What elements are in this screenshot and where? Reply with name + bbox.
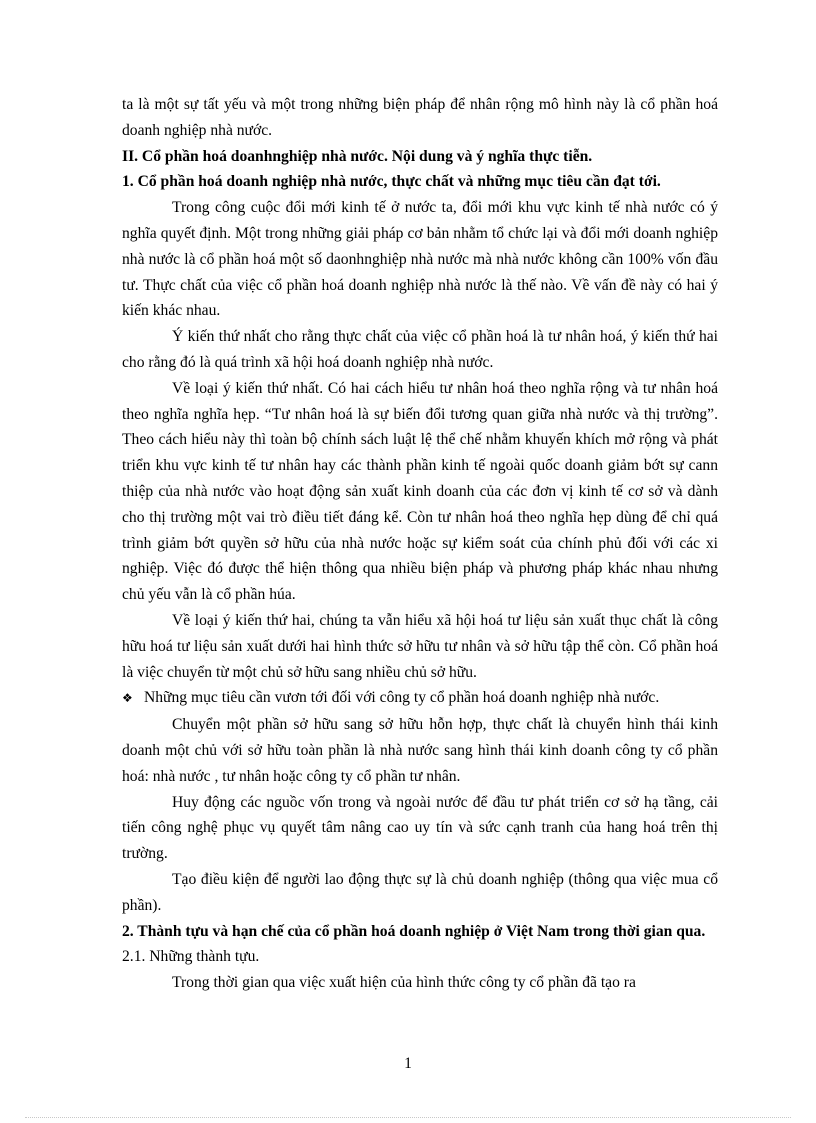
bullet-text: Những mục tiêu cần vươn tới đối với công ty cổ phần hoá doanh nghiệp nhà nước. [144, 689, 660, 707]
subsection-heading-1: 1. Cổ phần hoá doanh nghiệp nhà nước, thực chất và những mục tiêu cần đạt tới. [122, 173, 661, 191]
paragraph-intro: ta là một sự tất yếu và một trong những biện pháp để nhân rộng mô hình này là cổ phần hoá doanh nghiệp nhà nước. [122, 96, 718, 139]
page-break-divider [25, 1117, 791, 1118]
paragraph-body: Chuyển một phần sở hữu sang sở hữu hỗn hợp, thực chất là chuyển hình thái kinh doanh một chủ với sở hữu toàn phần là nhà nước sang hình thái kinh doanh công ty cổ phần hoá: nhà nước , tư nhân hoặc công ty cổ phần tư nhân. [122, 716, 718, 785]
paragraph-body: Ý kiến thứ nhất cho rằng thực chất của việc cổ phần hoá là tư nhân hoá, ý kiến thứ hai cho rằng đó là quá trình xã hội hoá doanh nghiệp nhà nước. [122, 328, 718, 371]
section-heading-2: II. Cổ phần hoá doanhnghiệp nhà nước. Nội dung và ý nghĩa thực tiễn. [122, 147, 593, 165]
paragraph-body: Trong công cuộc đổi mới kinh tế ở nước ta, đổi mới khu vực kinh tế nhà nước có ý nghĩa quyết định. Một trong những giải pháp cơ bản nhằm tổ chức lại và đổi mới doanh nghiệp nhà nước là cổ phần hoá một số daonhnghiệp nhà nước mà nhà nước không cần 100% vốn đầu tư. Thực chất của việc cổ phần hoá doanh nghiệp nhà nước là thế nào. Về vấn đề này có hai ý kiến khác nhau. [122, 199, 718, 320]
document-body [122, 92, 718, 996]
diamond-bullet-icon: ❖ [122, 691, 133, 706]
paragraph-body: Về loại ý kiến thứ hai, chúng ta vẫn hiểu xã hội hoá tư liệu sản xuất thục chất là công hữu hoá tư liệu sản xuất dưới hai hình thức sở hữu tư nhân và sở hữu tập thể còn. Cổ phần hoá là việc chuyển từ một chủ sở hữu sang nhiều chủ sở hữu. [122, 611, 718, 681]
page-number: 1 [404, 1055, 412, 1072]
paragraph-body: Trong thời gian qua việc xuất hiện của hình thức công ty cổ phần đã tạo ra [172, 974, 636, 992]
paragraph-body: Tạo điều kiện để người lao động thực sự là chủ doanh nghiệp (thông qua việc mua cổ phần). [122, 870, 718, 914]
subsection-heading-2: 2. Thành tựu và hạn chế của cổ phần hoá doanh nghiệp ở Việt Nam trong thời gian qua. [122, 922, 706, 940]
subsubsection-heading: 2.1. Những thành tựu. [122, 948, 260, 966]
bullet-item [122, 685, 718, 712]
paragraph-body: Huy động các nguồc vốn trong và ngoài nước để đầu tư phát triển cơ sở hạ tầng, cải tiến công nghệ phục vụ quyết tâm nâng cao uy tín và sức cạnh tranh của hang hoá trên thị trường. [122, 793, 718, 863]
paragraph-body: Về loại ý kiến thứ nhất. Có hai cách hiểu tư nhân hoá theo nghĩa rộng và tư nhân hoá theo nghĩa nghĩa hẹp. “Tư nhân hoá là sự biến đổi tương quan giữa nhà nước và thị trường”. Theo cách hiểu này thì toàn bộ chính sách luật lệ thể chế nhằm khuyến khích mở rộng và phát triển khu vực kinh tế tư nhân hay các thành phần kinh tế ngoài quốc doanh giảm bớt sự cann thiệp của nhà nước vào hoạt động sản xuất kinh doanh của các đơn vị kinh tế cơ sở và dành cho thị trường một vai trò điều tiết đáng kể. Còn tư nhân hoá theo nghĩa hẹp dùng để chỉ quá trình giảm bớt quyền sở hữu của nhà nước hoặc sự kiểm soát của chính phủ đối với các xi nghiệp. Việc đó được thể hiện thông qua nhiều biện pháp và phương pháp khác nhau nhưng chủ yếu vẫn là cổ phần húa. [122, 379, 718, 604]
